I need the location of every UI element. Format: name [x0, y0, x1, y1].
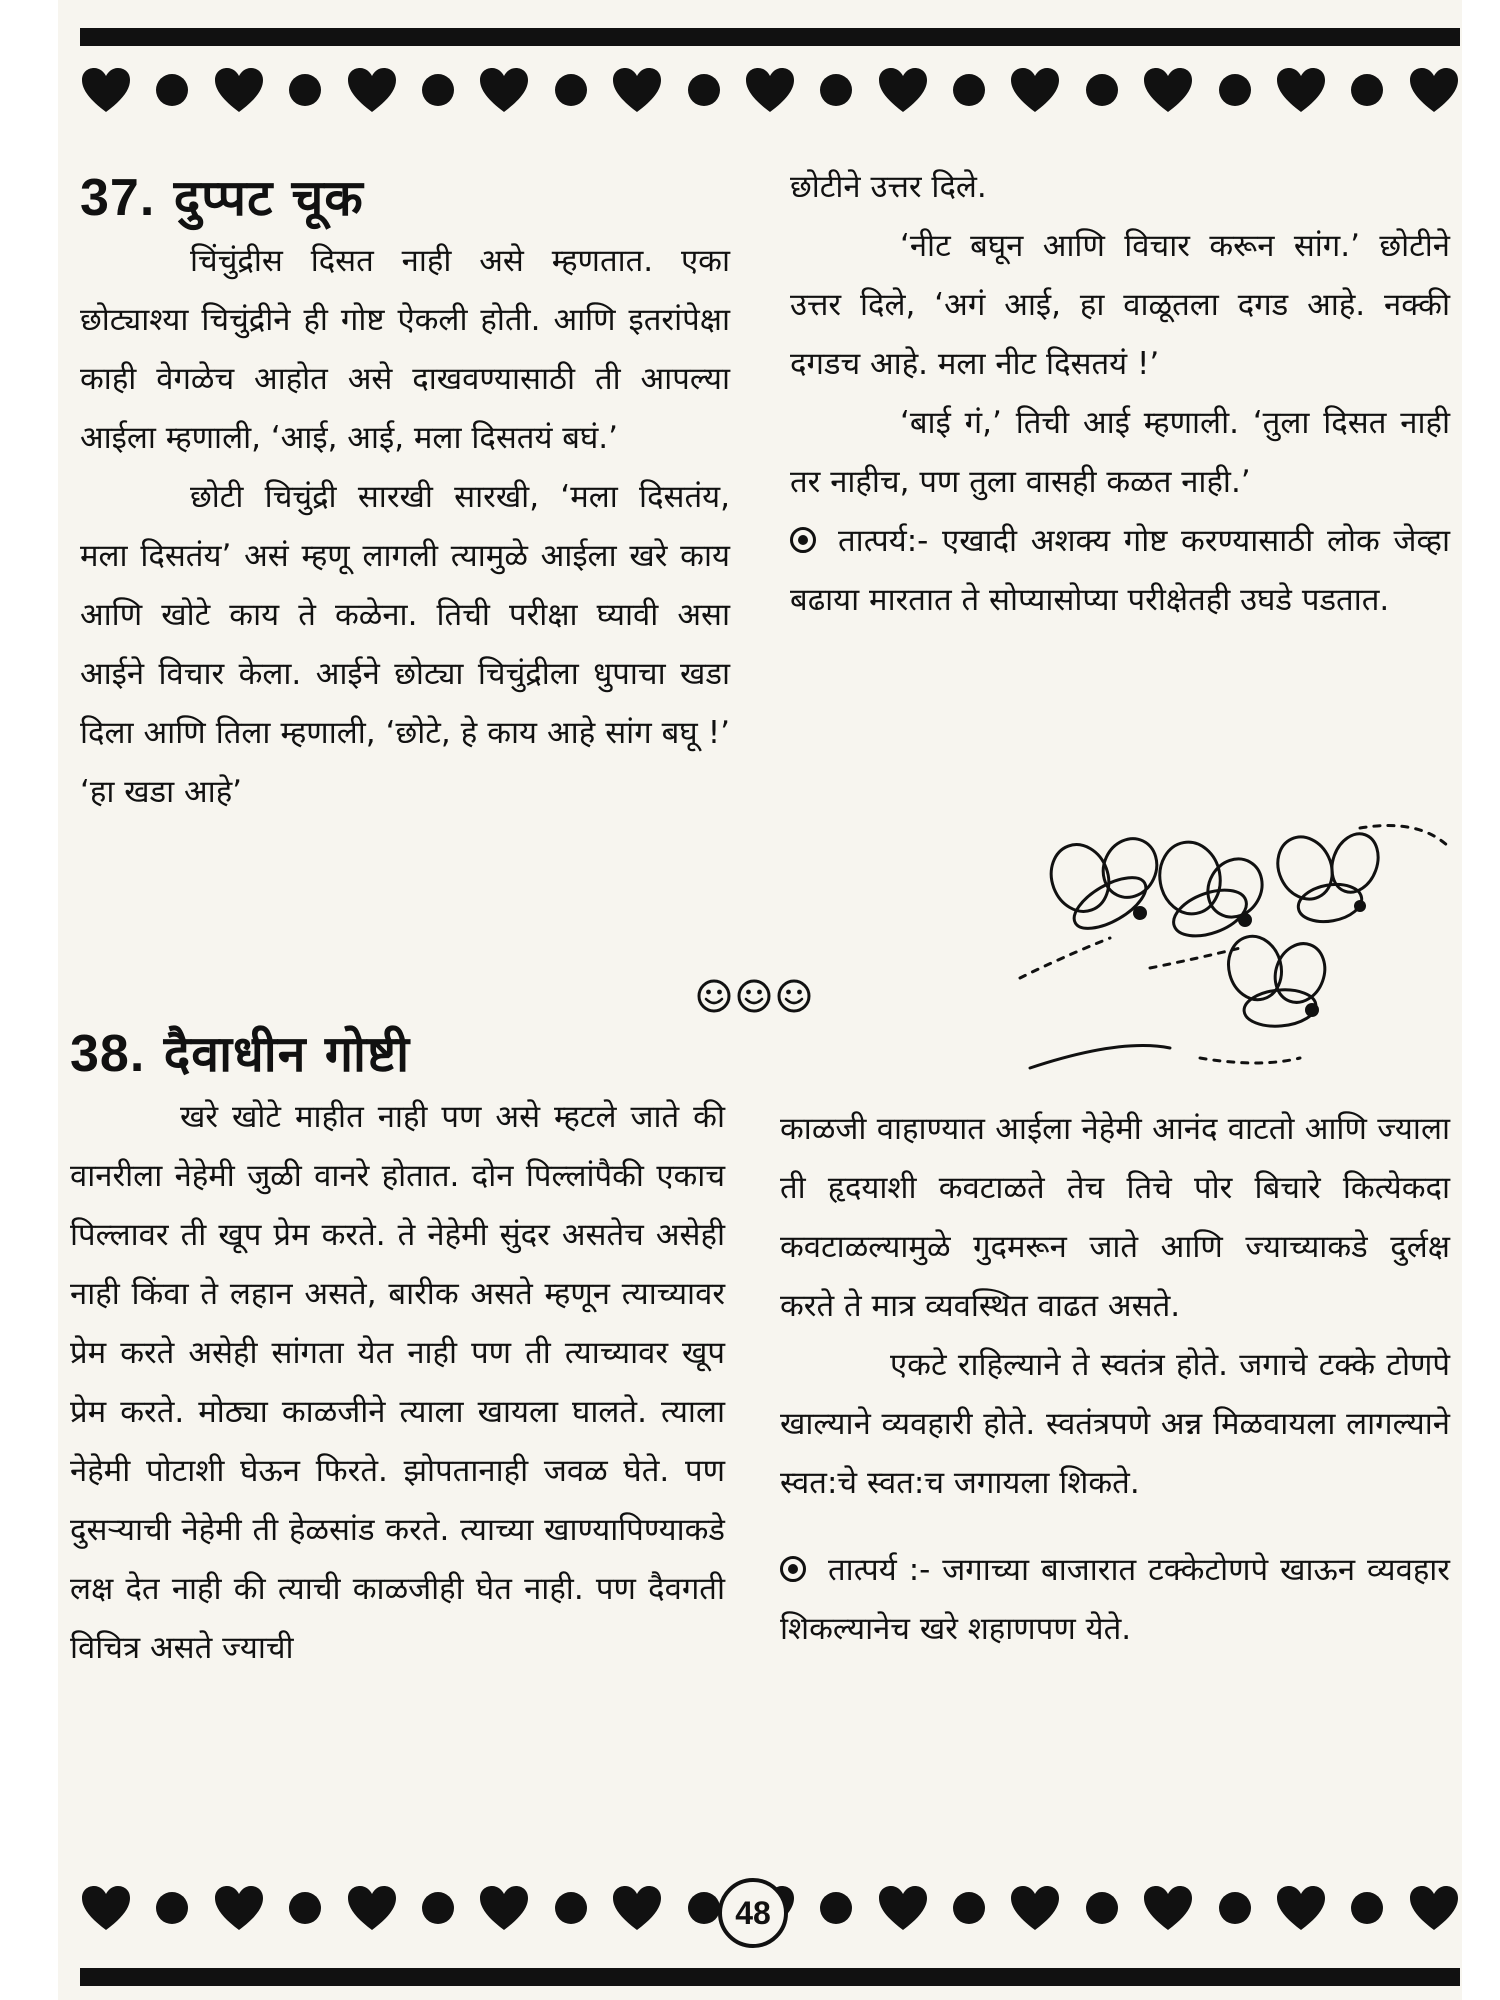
dot-icon: [1218, 1891, 1252, 1925]
story-38-moral-text: तात्पर्य :- जगाच्या बाजारात टक्केटोणपे खाऊन व्यवहार शिकल्यानेच खरे शहाणपण येते.: [780, 1552, 1450, 1647]
dot-icon: [421, 73, 455, 107]
story-38-moral: [780, 1541, 1450, 1659]
heart-icon: [1009, 1884, 1061, 1932]
dot-icon: [1350, 73, 1384, 107]
heart-icon: [1142, 66, 1194, 114]
bottom-border-rule: [80, 1968, 1460, 1986]
heart-icon: [346, 66, 398, 114]
smiley-icon: [696, 978, 732, 1014]
story-37-paragraph-5: ‘बाई गं,’ तिची आई म्हणाली. ‘तुला दिसत नाही तर नाहीच, पण तुला वासही कळत नाही.’: [790, 405, 1450, 500]
story-38-left-column: [70, 1088, 725, 1678]
story-38-number: 38.: [70, 1025, 146, 1083]
page-number: 48: [718, 1878, 788, 1948]
story-38-right-column: [780, 1100, 1450, 1659]
dot-icon: [288, 1891, 322, 1925]
story-38-paragraph-1: खरे खोटे माहीत नाही पण असे म्हटले जाते की वानरीला नेहेमी जुळी वानरे होतात. दोन पिल्लांपैकी एकाच पिल्लावर ती खूप प्रेम करते. ते नेहेमी सुंदर असतेच असेही नाही किंवा ते लहान असते, बारीक असते म्हणून त्याच्यावर प्रेम करते असेही सांगता येत नाही पण ती त्याच्यावर खूप प्रेम करते. मोठ्या काळजीने त्याला खायला घालते. त्याला नेहेमी पोटाशी घेऊन फिरते. झोपतानाही जवळ घेते. पण दुसऱ्याची नेहेमी ती हेळसांड करते. त्याच्या खाण्यापिण्याकडे लक्ष देत नाही की त्याची काळजीही घेत नाही. पण दैवगती विचित्र असते ज्याची: [70, 1099, 725, 1666]
dot-icon: [819, 1891, 853, 1925]
dot-icon: [1218, 73, 1252, 107]
heart-icon: [213, 1884, 265, 1932]
dot-icon: [288, 73, 322, 107]
top-ornament-row: [80, 62, 1460, 118]
story-37-number: 37.: [80, 169, 156, 227]
moral-bullet-icon: [780, 1556, 806, 1582]
dot-icon: [421, 1891, 455, 1925]
story-37-paragraph-1: चिंचुंद्रीस दिसत नाही असे म्हणतात. एका छोट्याश्या चिचुंद्रीने ही गोष्ट ऐकली होती. आणि इतरांपेक्षा काही वेगळेच आहोत असे दाखवण्यासाठी ती आपल्या आईला म्हणाली, ‘आई, आई, मला दिसतयं बघं.’: [80, 243, 730, 456]
dot-icon: [1350, 1891, 1384, 1925]
heart-icon: [346, 1884, 398, 1932]
story-37-paragraph-3: छोटीने उत्तर दिले.: [790, 169, 987, 205]
heart-icon: [1275, 66, 1327, 114]
heart-icon: [1408, 1884, 1460, 1932]
left-page-edge: [0, 0, 58, 2000]
smiley-icon: [736, 978, 772, 1014]
smiley-separator: [696, 978, 816, 1018]
story-37-paragraph-4: ‘नीट बघून आणि विचार करून सांग.’ छोटीने उत्तर दिले, ‘अगं आई, हा वाळूतला दगड आहे. नक्की दगडच आहे. मला नीट दिसतयं !’: [790, 228, 1450, 382]
heart-icon: [744, 66, 796, 114]
story-38-title: दैवाधीन गोष्टी: [163, 1025, 411, 1083]
moral-bullet-icon: [790, 527, 816, 553]
heart-icon: [611, 1884, 663, 1932]
flying-insects-illustration: [1000, 808, 1460, 1088]
top-border-rule: [80, 28, 1460, 46]
smiley-icon: [776, 978, 812, 1014]
dot-icon: [1085, 1891, 1119, 1925]
story-37-heading: [80, 162, 364, 230]
heart-icon: [80, 1884, 132, 1932]
heart-icon: [80, 66, 132, 114]
heart-icon: [1408, 66, 1460, 114]
story-37-left-column: [80, 232, 730, 822]
heart-icon: [213, 66, 265, 114]
story-37-right-column: [790, 158, 1450, 630]
dot-icon: [952, 1891, 986, 1925]
dot-icon: [1085, 73, 1119, 107]
dot-icon: [554, 1891, 588, 1925]
heart-icon: [1275, 1884, 1327, 1932]
dot-icon: [819, 73, 853, 107]
story-37-moral-text: तात्पर्य:- एखादी अशक्य गोष्ट करण्यासाठी लोक जेव्हा बढाया मारतात ते सोप्यासोप्या परीक्षेतही उघडे पडतात.: [790, 523, 1450, 618]
heart-icon: [478, 66, 530, 114]
heart-icon: [611, 66, 663, 114]
dot-icon: [952, 73, 986, 107]
heart-icon: [1009, 66, 1061, 114]
story-38-heading: [70, 1018, 410, 1086]
heart-icon: [877, 1884, 929, 1932]
story-37-moral: [790, 512, 1450, 630]
dot-icon: [687, 73, 721, 107]
dot-icon: [155, 73, 189, 107]
right-page-edge: [1462, 0, 1500, 2000]
dot-icon: [155, 1891, 189, 1925]
story-37-title: दुप्पट चूक: [173, 169, 364, 227]
story-38-paragraph-2: काळजी वाहाण्यात आईला नेहेमी आनंद वाटतो आणि ज्याला ती हृदयाशी कवटाळते तेच तिचे पोर बिचारे कित्येकदा कवटाळल्यामुळे गुदमरून जाते आणि ज्याच्याकडे दुर्लक्ष करते ते मात्र व्यवस्थित वाढत असते.: [780, 1111, 1450, 1324]
heart-icon: [1142, 1884, 1194, 1932]
story-37-paragraph-2: छोटी चिचुंद्री सारखी सारखी, ‘मला दिसतंय, मला दिसतंय’ असं म्हणू लागली त्यामुळे आईला खरे काय आणि खोटे काय ते कळेना. तिची परीक्षा घ्यावी असा आईने विचार केला. आईने छोट्या चिचुंद्रीला धुपाचा खडा दिला आणि तिला म्हणाली, ‘छोटे, हे काय आहे सांग बघू !’ ‘हा खडा आहे’: [80, 479, 730, 810]
story-38-paragraph-3: एकटे राहिल्याने ते स्वतंत्र होते. जगाचे टक्के टोणपे खाल्याने व्यवहारी होते. स्वतंत्रपणे अन्न मिळवायला लागल्याने स्वत:चे स्वत:च जगायला शिकते.: [780, 1347, 1450, 1501]
dot-icon: [687, 1891, 721, 1925]
heart-icon: [478, 1884, 530, 1932]
heart-icon: [877, 66, 929, 114]
dot-icon: [554, 73, 588, 107]
